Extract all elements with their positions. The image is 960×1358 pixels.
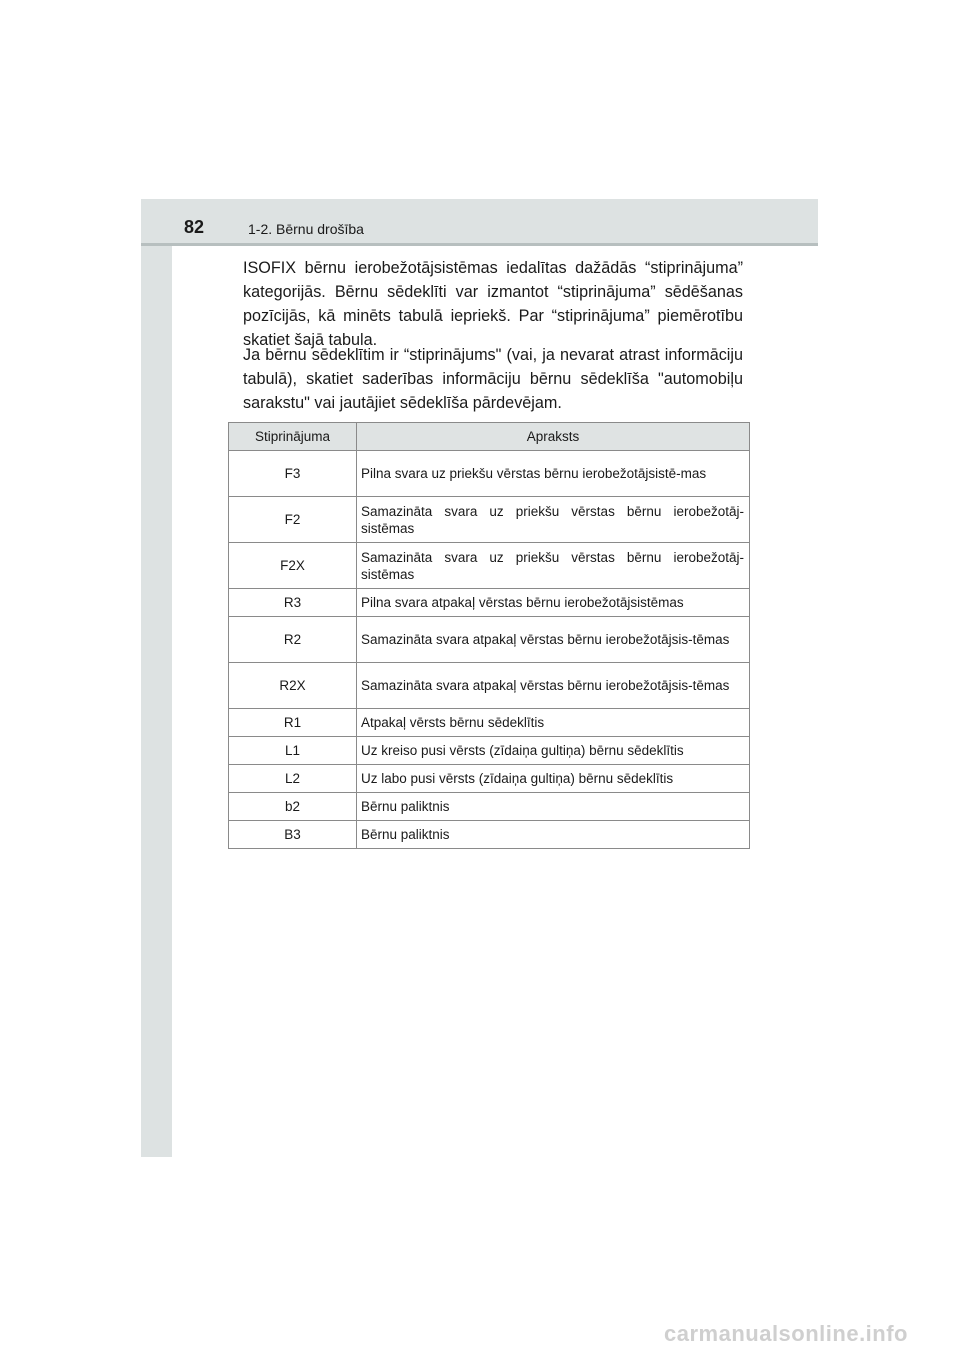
description-cell: Samazināta svara uz priekšu vērstas bērnu ierobežotāj-sistēmas xyxy=(357,497,750,543)
category-cell: R3 xyxy=(229,589,357,617)
table-row xyxy=(229,821,750,849)
description-cell: Bērnu paliktnis xyxy=(357,793,750,821)
table-row xyxy=(229,617,750,663)
table-row xyxy=(229,737,750,765)
page-header-band xyxy=(141,199,818,245)
description-cell: Uz labo pusi vērsts (zīdaiņa gultiņa) bērnu sēdeklītis xyxy=(357,765,750,793)
watermark-logo: carmanualsonline.info xyxy=(664,1321,908,1346)
description-cell: Pilna svara uz priekšu vērstas bērnu ierobežotājsistē-mas xyxy=(357,451,750,497)
description-cell: Pilna svara atpakaļ vērstas bērnu ierobežotājsistēmas xyxy=(357,589,750,617)
table-row xyxy=(229,663,750,709)
table-header-row xyxy=(229,423,750,451)
table-row xyxy=(229,765,750,793)
table-row xyxy=(229,497,750,543)
description-cell: Samazināta svara atpakaļ vērstas bērnu ierobežotājsis-tēmas xyxy=(357,663,750,709)
table-row xyxy=(229,543,750,589)
page-side-band xyxy=(141,199,172,1157)
description-cell: Uz kreiso pusi vērsts (zīdaiņa gultiņa) bērnu sēdeklītis xyxy=(357,737,750,765)
header-description: Apraksts xyxy=(357,423,750,451)
category-cell: F2X xyxy=(229,543,357,589)
description-cell: Bērnu paliktnis xyxy=(357,821,750,849)
table-row xyxy=(229,451,750,497)
category-cell: L2 xyxy=(229,765,357,793)
table-row xyxy=(229,793,750,821)
category-cell: R2X xyxy=(229,663,357,709)
category-cell: B3 xyxy=(229,821,357,849)
header-divider xyxy=(141,243,818,246)
description-cell: Samazināta svara uz priekšu vērstas bērnu ierobežotāj-sistēmas xyxy=(357,543,750,589)
header-category: Stiprinājuma xyxy=(229,423,357,451)
category-cell: F3 xyxy=(229,451,357,497)
page-number: 82 xyxy=(184,217,205,237)
paragraph-compatibility: Ja bērnu sēdeklītim ir “stiprinājums" (vai, ja nevarat atrast informāciju tabulā), skatiet saderības informāciju bērnu sēdeklīša "automobiļu sarakstu" vai jautājiet sēdeklīša pārdevējam. xyxy=(243,346,743,412)
description-cell: Atpakaļ vērsts bērnu sēdeklītis xyxy=(357,709,750,737)
paragraph-isofix-categories: ISOFIX bērnu ierobežotājsistēmas iedalītas dažādās “stiprinājuma” kategorijās. Bērnu sēdeklīti var izmantot “stiprinājuma” sēdēšanas pozīcijās, kā minēts tabulā iepriekš. Par “stiprinājuma” piemērotību skatiet šajā tabula. xyxy=(243,259,743,349)
category-cell: F2 xyxy=(229,497,357,543)
category-cell: R1 xyxy=(229,709,357,737)
category-cell: R2 xyxy=(229,617,357,663)
category-cell: L1 xyxy=(229,737,357,765)
section-title: 1-2. Bērnu drošība xyxy=(248,221,364,237)
fixture-category-table xyxy=(228,422,750,849)
description-cell: Samazināta svara atpakaļ vērstas bērnu ierobežotājsis-tēmas xyxy=(357,617,750,663)
category-cell: b2 xyxy=(229,793,357,821)
table-row xyxy=(229,709,750,737)
table-row xyxy=(229,589,750,617)
